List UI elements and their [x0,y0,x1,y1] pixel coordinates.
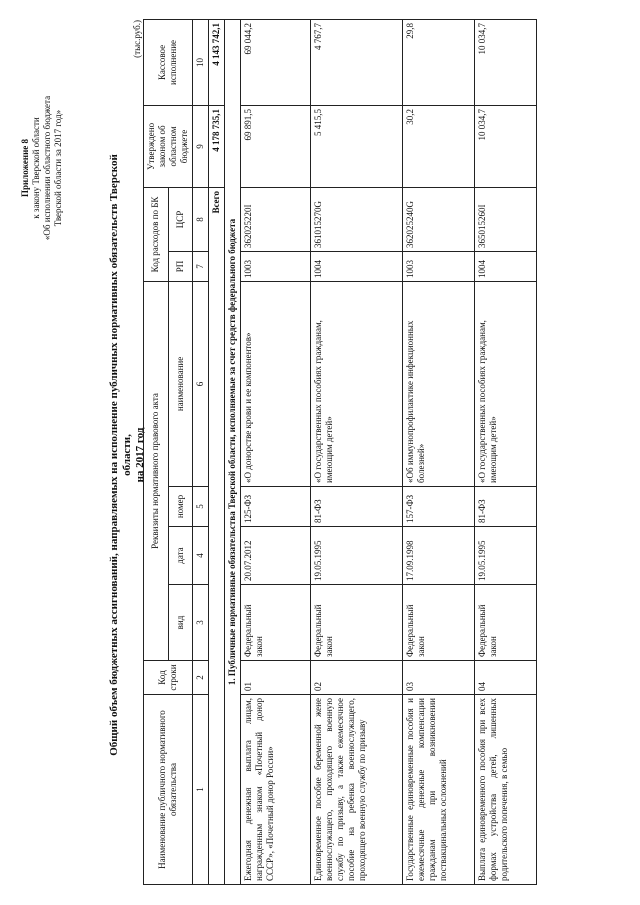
appendix-number: Приложение 8 [20,138,30,198]
obligation-name: Ежегодная денежная выплата лицам, награжденным знаком «Почетный донор СССР», «Почетный донор России» [241,695,311,885]
col-approved-header: Утверждено законом об областном бюджете [144,105,193,187]
col-title-header: наименование [168,281,193,486]
act-title: «О государственных пособиях гражданам, имеющим детей» [475,281,537,486]
section-row [225,19,241,884]
total-row [209,19,225,884]
document-title [108,145,147,765]
col-number: 9 [193,105,209,187]
col-number: 3 [193,585,209,661]
act-title: «О государственных пособиях гражданам, имеющим детей» [311,281,403,486]
rp-code: 1004 [475,251,537,281]
header-row-1 [144,19,169,884]
law-year-line: Тверской области за 2017 год» [53,109,63,227]
row-code: 02 [311,661,403,695]
col-name-header: Наименование публичного нормативного обязательства [144,695,193,885]
csr-code: 365015260I [475,187,537,251]
executed-amount: 29,8 [403,19,475,105]
total-label: Всего [209,187,225,884]
col-number: 7 [193,251,209,281]
col-number: 2 [193,661,209,695]
title-line-2: на 2017 год [134,427,146,483]
rp-code: 1004 [311,251,403,281]
col-number: 5 [193,487,209,527]
csr-code: 361015270G [311,187,403,251]
table-row [403,19,475,884]
table-row [241,19,311,884]
total-executed: 4 143 742,1 [209,19,225,105]
approved-amount: 30,2 [403,105,475,187]
total-approved: 4 178 735,1 [209,105,225,187]
act-number: 81-ФЗ [311,487,403,527]
act-number: 81-ФЗ [475,487,537,527]
csr-code: 362025240G [403,187,475,251]
col-date-header: дата [168,527,193,585]
section-1-title: 1. Публичные нормативные обязательства Тверской области, исполняемые за счет средств федерального бюджета [225,19,241,884]
col-number: 8 [193,187,209,251]
col-kind-header: вид [168,585,193,661]
obligation-name: Единовременное пособие беременной жене военнослужащего, проходящего военную службу по призыву, а также ежемесячное пособие на ребенка военнослужащего, проходящего военную службу по призыву [311,695,403,885]
rp-code: 1003 [241,251,311,281]
act-date: 19.05.1995 [475,527,537,585]
act-date: 19.05.1995 [311,527,403,585]
executed-amount: 4 767,7 [311,19,403,105]
row-code: 01 [241,661,311,695]
law-ref-line: к закону Тверской области [31,117,41,219]
unit-label: (тыс.руб.) [132,20,142,58]
csr-code: 362025220I [241,187,311,251]
col-csr-header: ЦСР [168,187,193,251]
approved-amount: 69 891,5 [241,105,311,187]
title-line-1: Общий объем бюджетных ассигнований, направляемых на исполнение публичных нормативных обязательств Тверской области, [108,154,133,756]
act-kind: Федеральный закон [403,585,475,661]
col-number: 1 [193,695,209,885]
obligation-name: Выплата единовременного пособия при всех формах устройства детей, лишенных родительского попечения, в семью [475,695,537,885]
act-title: «Об иммунопрофилактике инфекционных болезней» [403,281,475,486]
obligations-table [143,19,537,885]
appendix-header [20,18,64,318]
col-number-header: номер [168,487,193,527]
executed-amount: 10 034,7 [475,19,537,105]
col-number: 4 [193,527,209,585]
approved-amount: 5 415,5 [311,105,403,187]
col-budget-code-header: Код расходов по БК [144,187,169,281]
col-number: 10 [193,19,209,105]
col-code-header: Код строки [144,661,193,695]
col-rp-header: РП [168,251,193,281]
act-kind: Федеральный закон [241,585,311,661]
act-date: 20.07.2012 [241,527,311,585]
act-number: 125-ФЗ [241,487,311,527]
col-number: 6 [193,281,209,486]
rp-code: 1003 [403,251,475,281]
row-code: 03 [403,661,475,695]
approved-amount: 10 034,7 [475,105,537,187]
col-executed-header: Кассовое исполнение [144,19,193,105]
act-kind: Федеральный закон [311,585,403,661]
act-date: 17.09.1998 [403,527,475,585]
act-title: «О донорстве крови и ее компонентов» [241,281,311,486]
act-kind: Федеральный закон [475,585,537,661]
row-code: 04 [475,661,537,695]
table-row [475,19,537,884]
obligation-name: Государственные единовременные пособия и ежемесячные денежные компенсации гражданам при возникновении поствакцинальных осложнений [403,695,475,885]
column-number-row [193,19,209,884]
law-name-line: «Об исполнении областного бюджета [42,95,52,241]
table-row [311,19,403,884]
act-number: 157-ФЗ [403,487,475,527]
executed-amount: 69 044,2 [241,19,311,105]
col-requisites-header: Реквизиты нормативного правового акта [144,281,169,660]
